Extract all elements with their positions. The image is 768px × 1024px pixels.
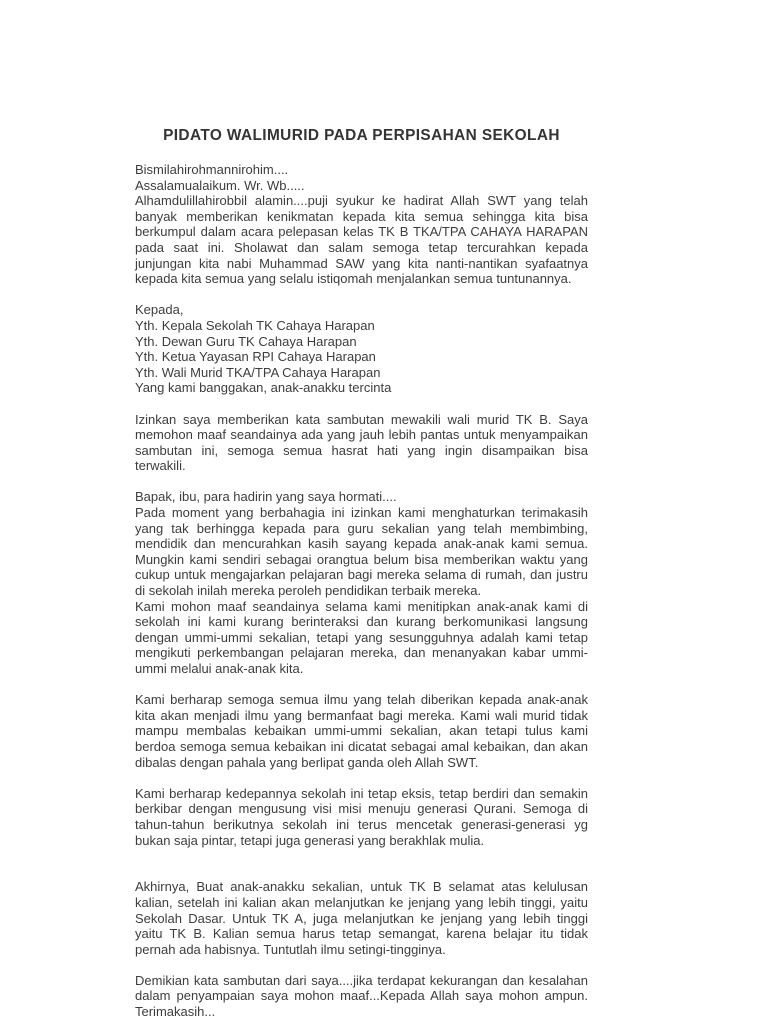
- paragraph-terimakasih: Pada moment yang berbahagia ini izinkan kami menghaturkan terimakasih yang tak berhingga kepada para guru sekalian yang telah membimbing, mendidik dan mencurahkan kasih sayang kepada anak-anak kami semua. Mungkin kami sendiri sebagai orangtua belum bisa memberikan waktu yang cukup untuk mengajarkan pelajaran bagi mereka selama di rumah, dan justru di sekolah inilah mereka peroleh pendidikan terbaik mereka.: [135, 505, 588, 599]
- recipient-line-wali-murid: Yth. Wali Murid TKA/TPA Cahaya Harapan: [135, 364, 381, 380]
- recipient-line-kepala-sekolah: Yth. Kepala Sekolah TK Cahaya Harapan: [135, 317, 375, 333]
- paragraph-mohon-maaf: Kami mohon maaf seandainya selama kami menitipkan anak-anak kami di sekolah ini kami kurang berinteraksi dan kurang berkomunikasi langsung dengan ummi-ummi sekalian, tetapi yang sesungguhnya adalah kami tetap mengikuti perkembangan pelajaran mereka, dan menanyakan kabar ummi-ummi melalui anak-anak kita.: [135, 598, 588, 676]
- document-content: [135, 127, 588, 1020]
- recipient-line-ketua-yayasan: Yth. Ketua Yayasan RPI Cahaya Harapan: [135, 349, 376, 365]
- opening-salam-line: Assalamualaikum. Wr. Wb.....: [135, 177, 305, 193]
- paragraph-harapan-ilmu: Kami berharap semoga semua ilmu yang telah diberikan kepada anak-anak kita akan menjadi ilmu yang bermanfaat bagi mereka. Kami wali murid tidak mampu membalas kebaikan ummi-ummi sekalian, akan tetapi tulus kami berdoa semoga semua kebaikan ini dicatat sebagai amal kebaikan, dan akan dibalas dengan pahala yang berlipat ganda oleh Allah SWT.: [135, 692, 588, 770]
- page-title: PIDATO WALIMURID PADA PERPISAHAN SEKOLAH: [163, 127, 560, 144]
- opening-bismillah-line: Bismilahirohmannirohim....: [135, 162, 289, 177]
- paragraph-penutup: Demikian kata sambutan dari saya....jika terdapat kekurangan dan kesalahan dalam penyampaian saya mohon maaf...Kepada Allah saya mohon ampun. Terimakasih...: [135, 972, 588, 1020]
- paragraph-harapan-sekolah: Kami berharap kedepannya sekolah ini tetap eksis, tetap berdiri dan semakin berkibar dengan mengusung visi misi menuju generasi Qurani. Semoga di tahun-tahun berikutnya sekolah ini terus mencetak generasi-generasi yg bukan saja pintar, tetapi juga generasi yang berakhlak mulia.: [135, 785, 588, 848]
- paragraph-izin: Izinkan saya memberikan kata sambutan mewakili wali murid TK B. Saya memohon maaf seandainya ada yang jauh lebih pantas untuk menyampaikan sambutan ini, semoga semua hasrat hati yang ingin disampaikan bisa terwakili.: [135, 411, 588, 474]
- greeting-line: Bapak, ibu, para hadirin yang saya hormati....: [135, 489, 397, 505]
- paragraph-akhirnya: Akhirnya, Buat anak-anakku sekalian, untuk TK B selamat atas kelulusan kalian, setelah ini kalian akan melanjutkan ke jenjang yang lebih tinggi, yaitu Sekolah Dasar. Untuk TK A, juga melanjutkan ke jenjang yang lebih tinggi yaitu TK B. Kalian semua harus tetap semangat, karena belajar itu tidak pernah ada habisnya. Tuntutlah ilmu setingi-tingginya.: [135, 879, 588, 957]
- paragraph-syukur: Alhamdulillahirobbil alamin....puji syukur ke hadirat Allah SWT yang telah banyak memberikan kenikmatan kepada kita semua sehingga kita bisa berkumpul dalam acara pelepasan kelas TK B TKA/TPA CAHAYA HARAPAN pada saat ini. Sholawat dan salam semoga tetap tercurahkan kepada junjungan kita nabi Muhammad SAW yang kita nanti-nantikan syafaatnya kepada kita semua yang selalu istiqomah menjalankan semua tuntunannya.: [135, 193, 588, 287]
- recipient-line-dewan-guru: Yth. Dewan Guru TK Cahaya Harapan: [135, 333, 357, 349]
- salutation-kepada-line: Kepada,: [135, 302, 184, 318]
- recipient-line-anak-anakku: Yang kami banggakan, anak-anakku tercinta: [135, 380, 392, 396]
